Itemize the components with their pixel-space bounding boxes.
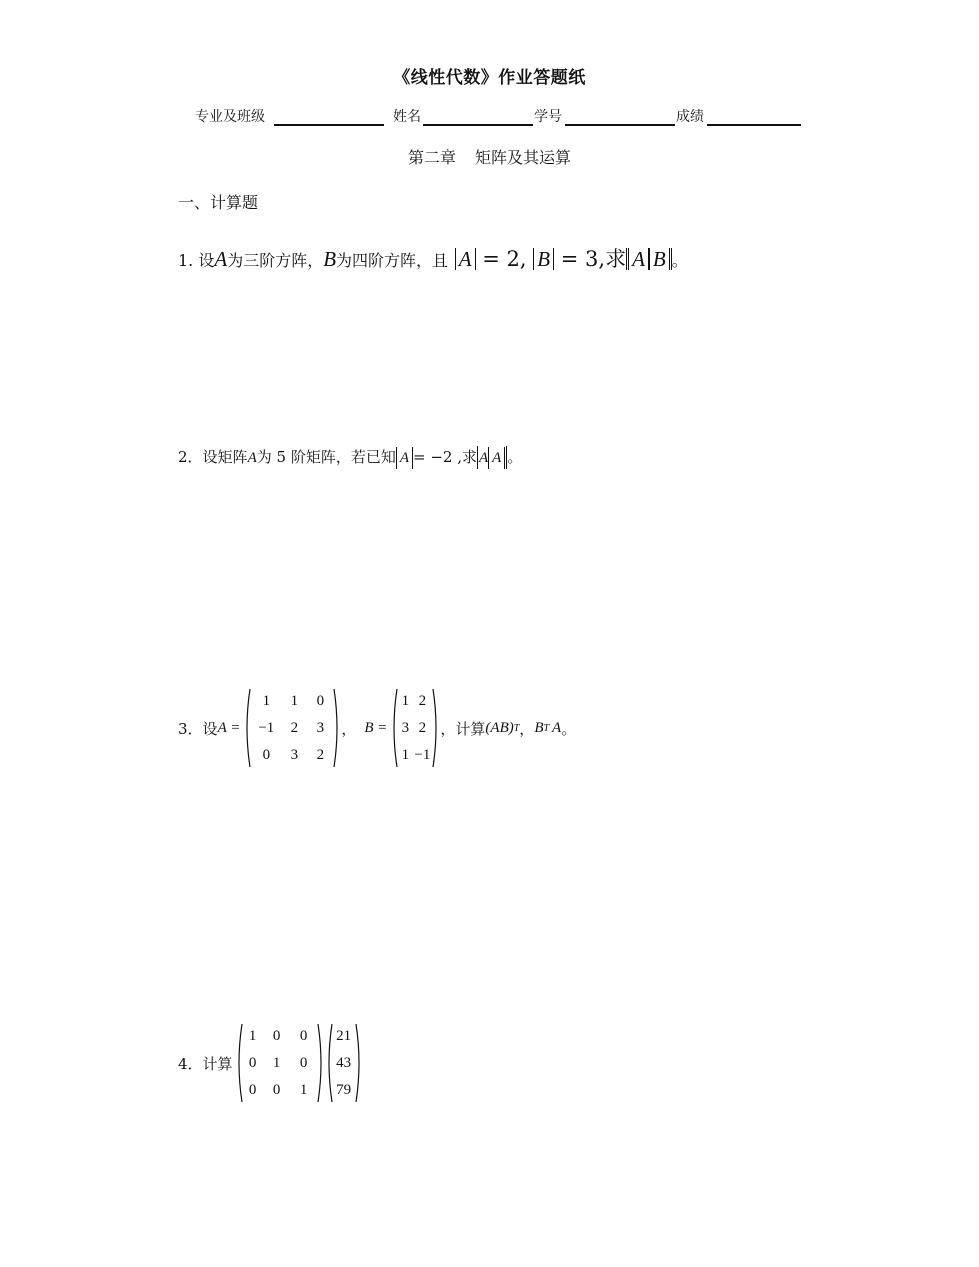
q2-var-a: A (247, 450, 257, 466)
matrix-identity-cell: 0 (248, 1054, 257, 1071)
q1-det-a-2: A (628, 248, 649, 270)
matrix-identity-cell: 0 (299, 1054, 308, 1071)
q2-end: 。 (507, 448, 523, 466)
matrix-a-cell: 2 (316, 746, 325, 763)
q1-end: 。 (671, 251, 688, 270)
q1-text-2: 为三阶方阵， (227, 251, 324, 270)
q3-transpose-2: T (543, 722, 550, 734)
field-blank-id[interactable] (565, 124, 675, 126)
q1-number: 1. (178, 251, 194, 270)
matrix-identity-cell: 1 (248, 1027, 257, 1044)
q1-text-1: 设 (198, 251, 215, 270)
matrix-a (243, 688, 341, 769)
q1-det-b: B (533, 248, 554, 270)
q2-text-2: 为 5 阶矩阵，若已知 (256, 448, 396, 466)
question-3 (178, 688, 576, 768)
question-2 (178, 446, 522, 469)
field-label-name: 姓名 (393, 109, 421, 125)
matrix-b-cell: 2 (418, 719, 427, 736)
q1-det-b-2: B (649, 248, 670, 270)
q2-eq: = −2 , (413, 448, 462, 466)
matrix-identity-grid (243, 1023, 317, 1104)
matrix-a-left-paren (243, 688, 251, 769)
q3-transpose-1: T (513, 722, 520, 734)
field-blank-class[interactable] (274, 124, 384, 126)
q3-sep: ， (519, 719, 535, 738)
question-1 (178, 243, 688, 273)
q1-var-a: A (214, 247, 228, 271)
q3-text-1: 设 (202, 719, 218, 738)
q3-bt-b: B (534, 719, 544, 736)
matrix-a-cell: 0 (316, 692, 325, 709)
q3-end: 。 (561, 719, 577, 738)
q1-var-b: B (323, 247, 337, 271)
matrix-identity-cell: 0 (248, 1081, 257, 1098)
field-label-id: 学号 (534, 109, 562, 125)
q3-ab: (AB) (485, 719, 514, 736)
matrix-identity (235, 1023, 325, 1104)
matrix-b-cell: 1 (401, 692, 410, 709)
matrix-b-cell: −1 (414, 746, 431, 763)
matrix-b-cell: 2 (418, 692, 427, 709)
q2-number: 2． (178, 448, 203, 466)
vector-x-right-paren (355, 1023, 363, 1104)
matrix-b-cell: 1 (401, 746, 410, 763)
q1-text-3: 为四阶方阵，且 (336, 251, 449, 270)
q2-text-3: 求 (461, 448, 477, 466)
matrix-identity-cell: 0 (299, 1027, 308, 1044)
vector-x-left-paren (325, 1023, 333, 1104)
q1-eq-1: = 2, (482, 247, 527, 271)
vector-x-grid (333, 1023, 355, 1104)
vector-x-cell: 79 (336, 1081, 352, 1098)
matrix-a-cell: 1 (290, 692, 299, 709)
q2-det-a: A (396, 447, 413, 469)
matrix-a-cell: 0 (262, 746, 271, 763)
page-title: 《线性代数》作业答题纸 (393, 68, 586, 88)
matrix-a-cell: 2 (290, 719, 299, 736)
matrix-b-cell: 3 (401, 719, 410, 736)
vector-x-cell: 21 (336, 1027, 352, 1044)
field-label-class: 专业及班级 (195, 109, 265, 125)
field-blank-name[interactable] (423, 124, 533, 126)
q1-det-a: A (455, 248, 476, 270)
matrix-identity-cell: 1 (299, 1081, 308, 1098)
matrix-b-left-paren (390, 688, 398, 769)
q2-text-1: 设矩阵 (202, 448, 248, 466)
matrix-a-cell: 3 (290, 746, 299, 763)
vector-x (325, 1023, 363, 1104)
q3-bt-a: A (552, 719, 562, 736)
q3-a-eq: A = (217, 719, 241, 736)
matrix-b (390, 688, 440, 769)
matrix-a-cell: 3 (316, 719, 325, 736)
q3-number: 3． (178, 719, 203, 738)
q4-number: 4． (178, 1054, 203, 1073)
matrix-b-grid (398, 688, 432, 769)
vector-x-cell: 43 (336, 1054, 352, 1071)
question-4 (178, 1023, 363, 1103)
q2-det-a-2: A (488, 447, 505, 469)
q2-var-a-2: A (479, 450, 489, 466)
q3-comma: ， (341, 719, 357, 738)
matrix-identity-cell: 1 (272, 1054, 281, 1071)
q3-b-eq: B = (364, 719, 388, 736)
matrix-identity-cell: 0 (272, 1027, 281, 1044)
matrix-identity-left-paren (235, 1023, 243, 1104)
matrix-b-right-paren (432, 688, 440, 769)
matrix-identity-right-paren (317, 1023, 325, 1104)
chapter-heading: 第二章 矩阵及其运算 (407, 148, 572, 167)
q1-text-4: 求 (605, 247, 627, 271)
q3-text-2: ，计算 (440, 719, 486, 738)
matrix-a-cell: 1 (262, 692, 271, 709)
field-label-score: 成绩 (676, 109, 704, 125)
q1-eq-2: = 3, (560, 247, 606, 271)
field-blank-score[interactable] (707, 124, 801, 126)
matrix-a-grid (251, 688, 333, 769)
matrix-a-cell: −1 (258, 719, 275, 736)
matrix-a-right-paren (333, 688, 341, 769)
matrix-identity-cell: 0 (272, 1081, 281, 1098)
section-heading: 一、计算题 (178, 193, 259, 212)
q4-text-1: 计算 (202, 1054, 233, 1073)
